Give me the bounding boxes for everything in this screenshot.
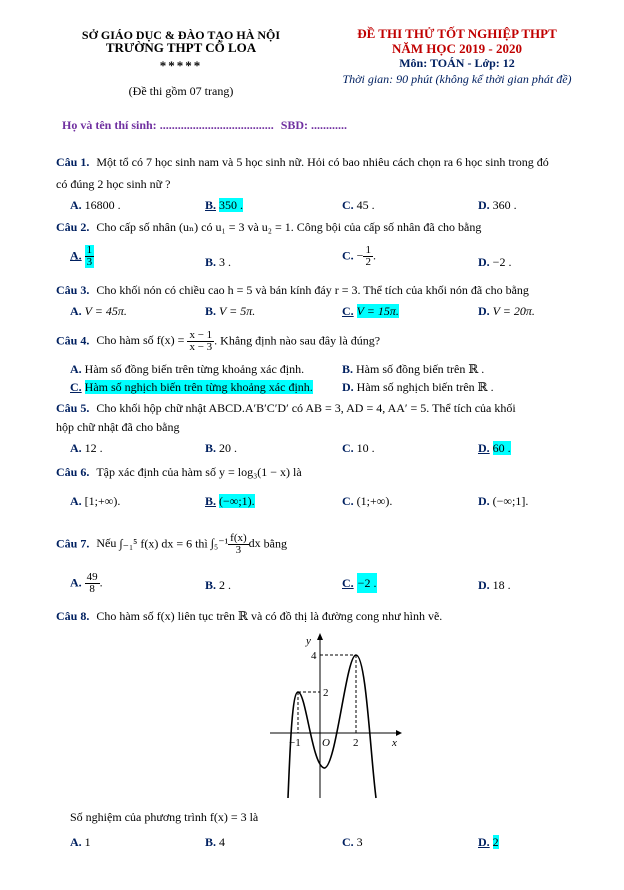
q4-option-c[interactable]: C. Hàm số nghịch biến trên từng khoảng xác định. bbox=[70, 380, 313, 394]
origin-label: O bbox=[322, 737, 330, 749]
question-text-cont: có đúng 2 học sinh nữ ? bbox=[56, 177, 171, 191]
question-text-cont: hộp chữ nhật đã cho bằng bbox=[56, 420, 180, 434]
sbd-blank[interactable]: ............ bbox=[311, 118, 348, 132]
name-blank[interactable]: ...................................... bbox=[159, 118, 274, 132]
question-8-subtext: Số nghiệm của phương trình f(x) = 3 là bbox=[70, 810, 259, 824]
q2-option-b[interactable]: B. 3 . bbox=[205, 255, 232, 269]
school-name: TRƯỜNG THPT CỔ LOA bbox=[105, 40, 257, 55]
q4-option-a[interactable]: A. Hàm số đồng biến trên từng khoảng xác định. bbox=[70, 362, 305, 376]
q7-option-a[interactable]: A. $\frac{49}{8}$ . bbox=[70, 571, 103, 595]
q5-option-b[interactable]: B. 20 . bbox=[205, 441, 238, 455]
q5-option-c[interactable]: C. 10 . bbox=[342, 441, 375, 455]
tick-label-minus1: −1 bbox=[289, 737, 301, 749]
function-graph bbox=[262, 630, 408, 800]
q5-option-d[interactable]: D. 60 . bbox=[478, 441, 511, 455]
question-7: Câu 7. Nếu ∫₋₁⁵ f(x) dx = 6 thì ∫₅⁻¹ $\frac{f(x)}{3}$ dx bằng bbox=[56, 532, 287, 556]
tick-label-x2: 2 bbox=[353, 737, 359, 749]
q4-option-d[interactable]: D. Hàm số nghịch biến trên ℝ . bbox=[342, 380, 494, 394]
y-axis-label: y bbox=[306, 635, 311, 647]
question-text: Cho hàm số f(x) liên tục trên ℝ và có đồ thị là đường cong như hình vẽ. bbox=[96, 609, 443, 623]
q3-option-d[interactable]: D. V = 20π. bbox=[478, 304, 535, 318]
integral-2: ∫₅⁻¹ $\frac{f(x)}{3}$ dx bbox=[210, 532, 261, 556]
q6-option-c[interactable]: C. (1;+∞). bbox=[342, 494, 393, 508]
q7-option-d[interactable]: D. 18 . bbox=[478, 578, 511, 592]
function-curve bbox=[288, 655, 376, 798]
q7-option-c[interactable]: C. −2 . bbox=[342, 576, 377, 591]
q1-option-b[interactable]: B. 350 . bbox=[205, 198, 244, 212]
q6-option-a[interactable]: A. [1;+∞). bbox=[70, 494, 121, 508]
q6-option-b[interactable]: B. (−∞;1). bbox=[205, 494, 255, 508]
q1-option-d[interactable]: D. 360 . bbox=[478, 198, 517, 212]
q8-option-d[interactable]: D. 2 bbox=[478, 835, 499, 849]
question-number: Câu 1. bbox=[56, 155, 90, 169]
q2-option-d[interactable]: D. −2 . bbox=[478, 255, 512, 269]
question-5: Câu 5. Cho khối hộp chữ nhật ABCD.A′B′C′D′ có AB = 3, AD = 4, AA′ = 5. Thể tích của khối bbox=[56, 401, 516, 415]
question-text: Cho khối hộp chữ nhật ABCD.A′B′C′D′ có AB = 3, AD = 4, AA′ = 5. Thể tích của khối bbox=[96, 401, 516, 415]
subject: Môn: TOÁN - Lớp: 12 bbox=[399, 56, 515, 70]
q3-option-a[interactable]: A. V = 45π. bbox=[70, 304, 127, 318]
tick-label-2: 2 bbox=[323, 687, 329, 699]
page-count: (Đề thi gồm 07 trang) bbox=[128, 84, 234, 98]
question-text: Cho cấp số nhân (uₙ) có u₁ = 3 và u₂ = 1. Công bội của cấp số nhân đã cho bằng bbox=[96, 220, 482, 234]
q4-option-b[interactable]: B. Hàm số đồng biến trên ℝ . bbox=[342, 362, 485, 376]
question-2: Câu 2. Cho cấp số nhân (uₙ) có u₁ = 3 và u₂ = 1. Công bội của cấp số nhân đã cho bằng bbox=[56, 220, 482, 234]
q3-option-c[interactable]: C. V = 15π. bbox=[342, 304, 399, 318]
exam-title: ĐỀ THI THỬ TỐT NGHIỆP THPT bbox=[357, 26, 557, 41]
q5-option-a[interactable]: A. 12 . bbox=[70, 441, 103, 455]
q3-option-b[interactable]: B. V = 5π. bbox=[205, 304, 256, 318]
tick-label-4: 4 bbox=[311, 650, 317, 662]
exam-time: Thời gian: 90 phút (không kể thời gian phát đề) bbox=[342, 72, 572, 86]
name-label: Họ và tên thí sinh: bbox=[62, 118, 157, 132]
school-year: NĂM HỌC 2019 - 2020 bbox=[392, 41, 522, 56]
question-1 bbox=[56, 155, 549, 170]
sbd-label: SBD: bbox=[280, 118, 309, 132]
question-8: Câu 8. Cho hàm số f(x) liên tục trên ℝ và có đồ thị là đường cong như hình vẽ. bbox=[56, 609, 443, 623]
integral-1: ∫₋₁⁵ f(x) dx = 6 bbox=[119, 536, 193, 551]
x-axis-arrow bbox=[396, 730, 402, 736]
department-name: SỞ GIÁO DỤC & ĐÀO TẠO HÀ NỘI bbox=[81, 28, 281, 42]
q6-option-d[interactable]: D. (−∞;1]. bbox=[478, 494, 529, 508]
q1-option-c[interactable]: C. 45 . bbox=[342, 198, 375, 212]
q2-option-c[interactable]: C. − $\frac{1}{2}$ . bbox=[342, 244, 376, 268]
question-text: Cho khối nón có chiều cao h = 5 và bán kính đáy r = 3. Thể tích của khối nón đã cho bằng bbox=[96, 283, 529, 297]
stars-divider: ***** bbox=[159, 58, 203, 73]
question-3: Câu 3. Cho khối nón có chiều cao h = 5 và bán kính đáy r = 3. Thể tích của khối nón đã cho bằng bbox=[56, 283, 529, 297]
q8-option-b[interactable]: B. 4 bbox=[205, 835, 226, 849]
q8-option-a[interactable]: A. 1 bbox=[70, 835, 91, 849]
question-6: Câu 6. Tập xác định của hàm số y = log₃(1 − x) là bbox=[56, 465, 302, 479]
q7-option-b[interactable]: B. 2 . bbox=[205, 578, 232, 592]
x-axis-label: x bbox=[392, 737, 397, 749]
y-axis-arrow bbox=[317, 633, 323, 640]
question-text: Tập xác định của hàm số y = log₃(1 − x) là bbox=[96, 465, 302, 479]
q8-option-c[interactable]: C. 3 bbox=[342, 835, 363, 849]
question-text: Một tổ có 7 học sinh nam và 5 học sinh nữ. Hỏi có bao nhiêu cách chọn ra 6 học sinh trong đó bbox=[96, 155, 549, 169]
question-4: Câu 4. Cho hàm số f(x) = $\frac{x - 1}{x - 3}$ . Khẳng định nào sau đây là đúng? bbox=[56, 329, 381, 353]
student-info-line bbox=[62, 118, 347, 133]
q2-option-a[interactable]: A. $\frac{1}{3}$ bbox=[70, 244, 93, 268]
q1-option-a[interactable]: A. 16800 . bbox=[70, 198, 121, 212]
